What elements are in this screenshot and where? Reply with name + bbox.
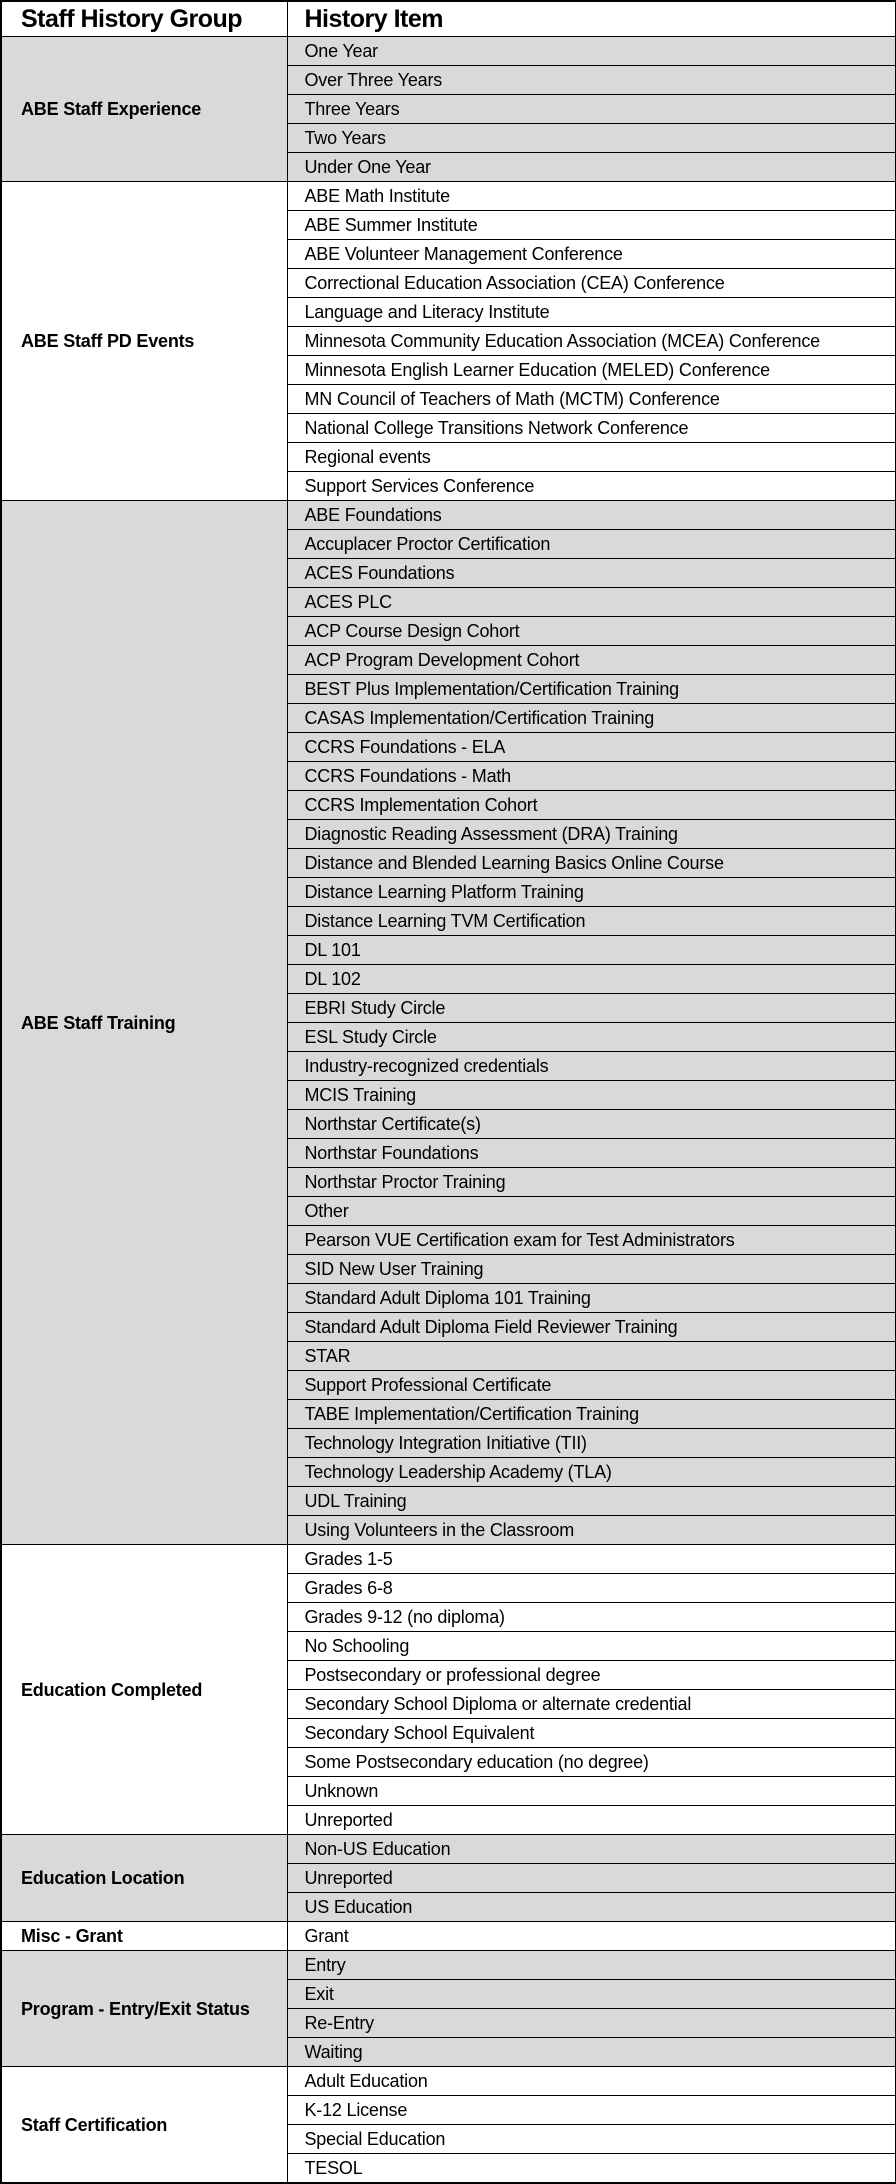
history-item-cell: Northstar Certificate(s) <box>287 1110 896 1139</box>
history-item-cell: Northstar Foundations <box>287 1139 896 1168</box>
history-item-cell: Two Years <box>287 124 896 153</box>
history-item-cell: Three Years <box>287 95 896 124</box>
table-row <box>1 1951 896 1980</box>
history-item-cell: Secondary School Diploma or alternate credential <box>287 1690 896 1719</box>
history-item-cell: Other <box>287 1197 896 1226</box>
history-item-cell: Non-US Education <box>287 1835 896 1864</box>
history-item-cell: Unknown <box>287 1777 896 1806</box>
table-row <box>1 2067 896 2096</box>
history-item-cell: ACP Program Development Cohort <box>287 646 896 675</box>
history-item-cell: CASAS Implementation/Certification Training <box>287 704 896 733</box>
history-item-cell: CCRS Implementation Cohort <box>287 791 896 820</box>
history-item-cell: Regional events <box>287 443 896 472</box>
history-item-cell: UDL Training <box>287 1487 896 1516</box>
history-item-cell: Re-Entry <box>287 2009 896 2038</box>
history-item-cell: Grades 9-12 (no diploma) <box>287 1603 896 1632</box>
history-item-cell: Accuplacer Proctor Certification <box>287 530 896 559</box>
history-item-cell: Unreported <box>287 1806 896 1835</box>
history-item-cell: ABE Summer Institute <box>287 211 896 240</box>
history-item-cell: Grades 1-5 <box>287 1545 896 1574</box>
history-item-cell: Some Postsecondary education (no degree) <box>287 1748 896 1777</box>
history-item-cell: CCRS Foundations - Math <box>287 762 896 791</box>
history-item-cell: DL 101 <box>287 936 896 965</box>
history-item-cell: Northstar Proctor Training <box>287 1168 896 1197</box>
history-item-cell: Grant <box>287 1922 896 1951</box>
history-item-cell: Grades 6-8 <box>287 1574 896 1603</box>
history-item-cell: Exit <box>287 1980 896 2009</box>
history-item-cell: Technology Leadership Academy (TLA) <box>287 1458 896 1487</box>
history-item-cell: Secondary School Equivalent <box>287 1719 896 1748</box>
group-name-cell: ABE Staff Experience <box>1 37 287 182</box>
history-item-cell: ABE Foundations <box>287 501 896 530</box>
table-row <box>1 182 896 211</box>
history-item-cell: MCIS Training <box>287 1081 896 1110</box>
history-item-cell: CCRS Foundations - ELA <box>287 733 896 762</box>
history-item-cell: TABE Implementation/Certification Training <box>287 1400 896 1429</box>
history-item-cell: Standard Adult Diploma 101 Training <box>287 1284 896 1313</box>
history-item-cell: ACES Foundations <box>287 559 896 588</box>
history-item-cell: Support Services Conference <box>287 472 896 501</box>
group-section <box>1 1922 896 1951</box>
history-item-cell: Unreported <box>287 1864 896 1893</box>
group-name-cell: ABE Staff Training <box>1 501 287 1545</box>
group-section <box>1 2067 896 2184</box>
history-item-cell: Distance Learning TVM Certification <box>287 907 896 936</box>
history-item-cell: Technology Integration Initiative (TII) <box>287 1429 896 1458</box>
table-row <box>1 1545 896 1574</box>
history-item-cell: ACP Course Design Cohort <box>287 617 896 646</box>
history-item-cell: Using Volunteers in the Classroom <box>287 1516 896 1545</box>
history-item-cell: Correctional Education Association (CEA) Conference <box>287 269 896 298</box>
history-item-cell: Distance Learning Platform Training <box>287 878 896 907</box>
history-item-cell: ACES PLC <box>287 588 896 617</box>
group-name-cell: Education Completed <box>1 1545 287 1835</box>
history-item-cell: No Schooling <box>287 1632 896 1661</box>
history-item-cell: EBRI Study Circle <box>287 994 896 1023</box>
history-item-cell: One Year <box>287 37 896 66</box>
history-item-cell: Special Education <box>287 2125 896 2154</box>
group-name-cell: Education Location <box>1 1835 287 1922</box>
history-item-cell: Diagnostic Reading Assessment (DRA) Training <box>287 820 896 849</box>
history-item-cell: Standard Adult Diploma Field Reviewer Training <box>287 1313 896 1342</box>
group-section <box>1 1951 896 2067</box>
table-row <box>1 37 896 66</box>
history-item-cell: Language and Literacy Institute <box>287 298 896 327</box>
history-item-cell: BEST Plus Implementation/Certification Training <box>287 675 896 704</box>
history-item-cell: K-12 License <box>287 2096 896 2125</box>
history-item-cell: Postsecondary or professional degree <box>287 1661 896 1690</box>
history-item-cell: Waiting <box>287 2038 896 2067</box>
history-item-cell: Minnesota Community Education Association (MCEA) Conference <box>287 327 896 356</box>
history-item-cell: TESOL <box>287 2154 896 2184</box>
history-item-cell: Support Professional Certificate <box>287 1371 896 1400</box>
history-item-cell: STAR <box>287 1342 896 1371</box>
history-item-cell: DL 102 <box>287 965 896 994</box>
history-item-cell: SID New User Training <box>287 1255 896 1284</box>
history-item-cell: ABE Math Institute <box>287 182 896 211</box>
history-item-cell: MN Council of Teachers of Math (MCTM) Conference <box>287 385 896 414</box>
history-item-cell: ABE Volunteer Management Conference <box>287 240 896 269</box>
history-item-cell: National College Transitions Network Conference <box>287 414 896 443</box>
history-item-cell: ESL Study Circle <box>287 1023 896 1052</box>
table-header <box>1 1 896 37</box>
group-section <box>1 1835 896 1922</box>
history-item-cell: Distance and Blended Learning Basics Online Course <box>287 849 896 878</box>
group-name-cell: Program - Entry/Exit Status <box>1 1951 287 2067</box>
table-row <box>1 1835 896 1864</box>
column-header-group: Staff History Group <box>1 1 287 37</box>
header-row <box>1 1 896 37</box>
history-item-cell: Pearson VUE Certification exam for Test Administrators <box>287 1226 896 1255</box>
history-item-cell: Entry <box>287 1951 896 1980</box>
group-section <box>1 37 896 182</box>
table-row <box>1 501 896 530</box>
group-section <box>1 1545 896 1835</box>
history-item-cell: US Education <box>287 1893 896 1922</box>
column-header-item: History Item <box>287 1 896 37</box>
history-item-cell: Industry-recognized credentials <box>287 1052 896 1081</box>
history-item-cell: Adult Education <box>287 2067 896 2096</box>
history-item-cell: Under One Year <box>287 153 896 182</box>
group-name-cell: Misc - Grant <box>1 1922 287 1951</box>
history-item-cell: Over Three Years <box>287 66 896 95</box>
group-section <box>1 182 896 501</box>
history-item-cell: Minnesota English Learner Education (MELED) Conference <box>287 356 896 385</box>
table-row <box>1 1922 896 1951</box>
group-name-cell: ABE Staff PD Events <box>1 182 287 501</box>
group-name-cell: Staff Certification <box>1 2067 287 2184</box>
group-section <box>1 501 896 1545</box>
